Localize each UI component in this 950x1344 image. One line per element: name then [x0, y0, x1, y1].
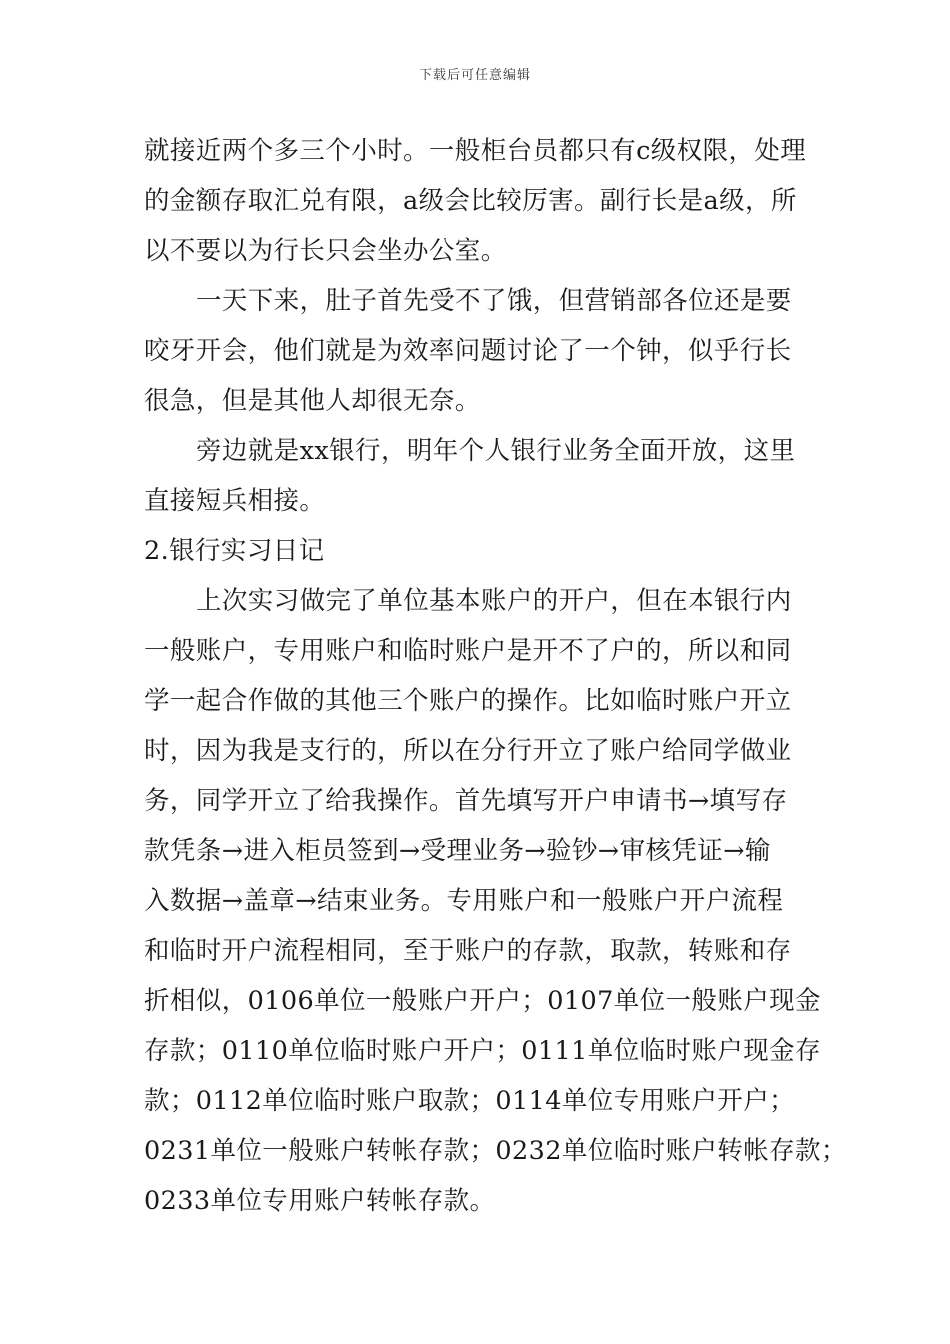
text-line: 款凭条→进入柜员签到→受理业务→验钞→审核凭证→输 [144, 836, 771, 866]
page-header: 下载后可任意编辑 [418, 68, 531, 83]
text-line: 学一起合作做的其他三个账户的操作。比如临时账户开立 [144, 686, 792, 716]
section-heading: 2.银行实习日记 [144, 536, 325, 566]
text-line: 务，同学开立了给我操作。首先填写开户申请书→填写存 [144, 786, 788, 816]
text-line: 0233单位专用账户转帐存款。 [144, 1186, 496, 1216]
text-line: 折相似，0106单位一般账户开户；0107单位一般账户现金 [144, 986, 821, 1016]
text-line: 和临时开户流程相同，至于账户的存款，取款，转账和存 [144, 936, 792, 966]
text-line: 入数据→盖章→结束业务。专用账户和一般账户开户流程 [144, 886, 784, 916]
text-line: 以不要以为行长只会坐办公室。 [144, 236, 507, 266]
paragraph-first-line: 上次实习做完了单位基本账户的开户，但在本银行内 [196, 586, 792, 616]
text-line: 0231单位一般账户转帐存款；0232单位临时账户转帐存款； [144, 1136, 847, 1166]
text-line: 就接近两个多三个小时。一般柜台员都只有c级权限，处理 [144, 136, 807, 166]
text-line: 一般账户，专用账户和临时账户是开不了户的，所以和同 [144, 636, 792, 666]
text-line: 咬牙开会，他们就是为效率问题讨论了一个钟，似乎行长 [144, 336, 792, 366]
paragraph-first-line: 一天下来，肚子首先受不了饿，但营销部各位还是要 [196, 286, 792, 316]
document-body [144, 126, 847, 1226]
text-line: 时，因为我是支行的，所以在分行开立了账户给同学做业 [144, 736, 792, 766]
text-line: 很急，但是其他人却很无奈。 [144, 386, 481, 416]
text-line: 的金额存取汇兑有限，a级会比较厉害。副行长是a级，所 [144, 186, 797, 216]
paragraph-first-line: 旁边就是xx银行，明年个人银行业务全面开放，这里 [196, 436, 796, 466]
text-line: 存款；0110单位临时账户开户；0111单位临时账户现金存 [144, 1036, 821, 1066]
text-line: 直接短兵相接。 [144, 486, 326, 516]
text-line: 款；0112单位临时账户取款；0114单位专用账户开户； [144, 1086, 795, 1116]
